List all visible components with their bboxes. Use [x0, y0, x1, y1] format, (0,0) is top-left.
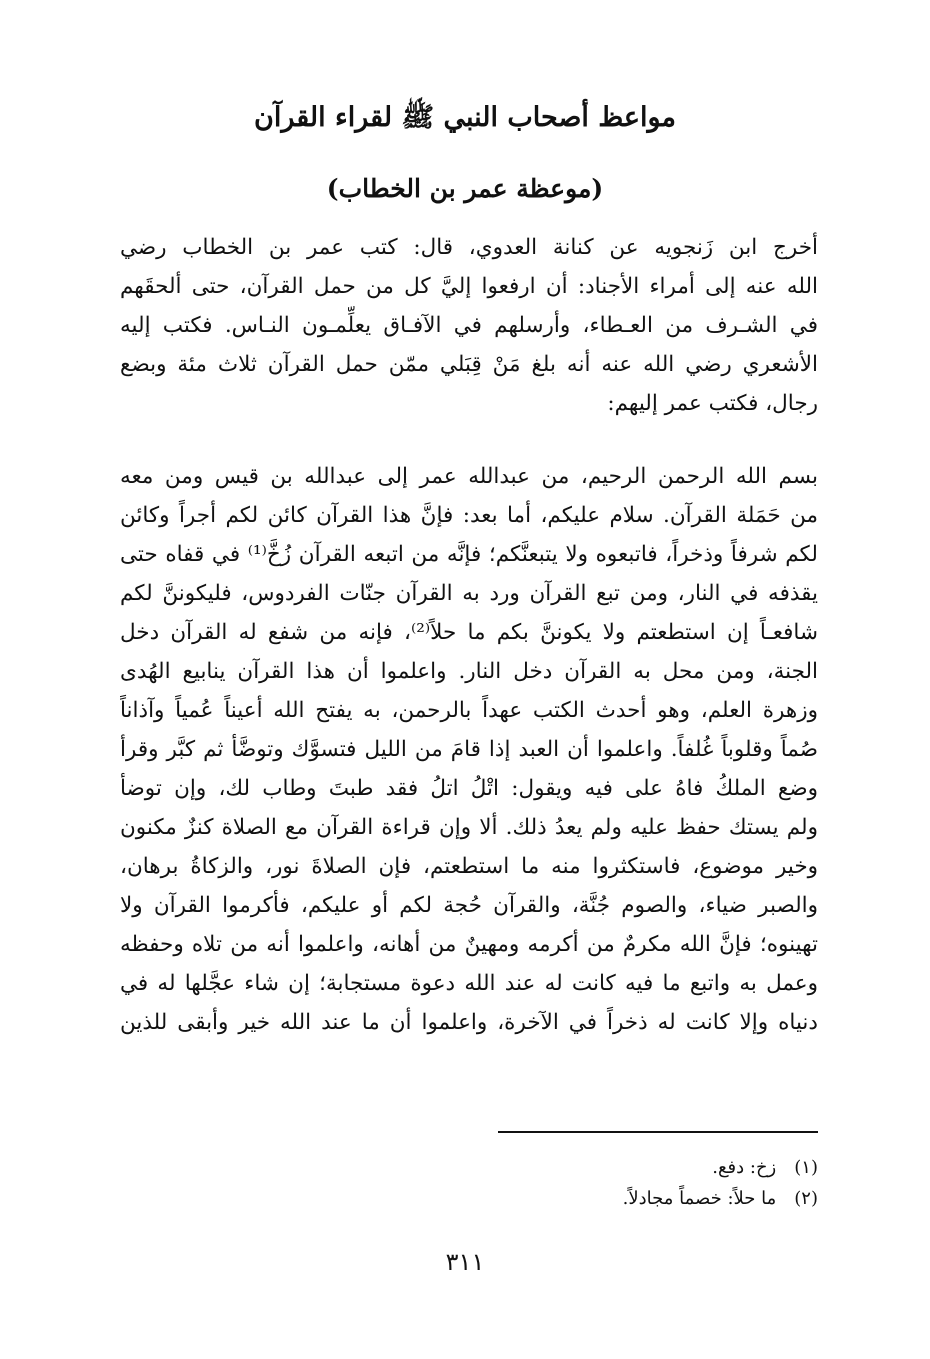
- text-line: رجال، فكتب عمر إليهم:: [607, 391, 818, 416]
- text-line: بسم الله الرحمن الرحيم، من عبدالله عمر إلى عبدالله بن قيس ومن معه: [120, 464, 818, 489]
- text-line: صُماً وقلوباً غُلفاً. واعلموا أن العبد إذا قامَ من الليل فتسوَّك وتوضَّأ ثم كبَّر وقرأ: [120, 737, 818, 762]
- text-line: لكم شرفاً وذخراً، فاتبعوه ولا يتبعنَّكم؛ فإنَّه من اتبعه القرآن زُخَّ⁽¹⁾ في قفاه حتى: [120, 542, 818, 567]
- footnotes: [318, 1152, 818, 1214]
- page-number: ٣١١: [445, 1248, 485, 1276]
- text-line: من حَمَلة القرآن. سلام عليكم، أما بعد: فإنَّ هذا القرآن كائن لكم أجراً وكائن: [120, 503, 818, 528]
- text-line: ولم يستك حفظ عليه ولم يعدُ ذلك. ألا وإن قراءة القرآن مع الصلاة كنزٌ مكنون: [120, 815, 818, 840]
- page-title: مواعظ أصحاب النبي ﷺ لقراء القرآن: [254, 102, 676, 133]
- text-line: في الشـرف من العـطاء، وأرسلهم في الآفـاق يعلِّمـون النـاس. فكتب إليه: [120, 313, 818, 338]
- text-line: وعمل به واتبع ما فيه كانت له عند الله دعوة مستجابة؛ إن شاء عجَّلها له في: [120, 971, 818, 996]
- footnote-1: [318, 1152, 818, 1183]
- text-line: الله عنه إلى أمراء الأجناد: أن ارفعوا إليَّ كل من حمل القرآن، حتى ألحقَهم: [120, 274, 818, 299]
- text-line: شافعـاً إن استطعتم ولا يكوننَّ بكم ما حلاً⁽²⁾، فإنه من شفع له القرآن دخل: [120, 620, 818, 645]
- paragraph-intro: [120, 228, 818, 423]
- footnote-divider: [498, 1131, 818, 1133]
- footnote-number: (٢): [794, 1188, 818, 1209]
- text-line: الأشعري رضي الله عنه أنه بلغ مَنْ قِبَلي ممّن حمل القرآن ثلاث مئة وبضع: [120, 352, 818, 377]
- text-line: دنياه وإلا كانت له ذخراً في الآخرة، واعلموا أن ما عند الله خير وأبقى للذين: [120, 1010, 818, 1035]
- text-line: وخير موضوع، فاستكثروا منه ما استطعتم، فإن الصلاةَ نور، والزكاةُ برهان،: [120, 854, 818, 879]
- section-subtitle: (موعظة عمر بن الخطاب): [326, 174, 604, 203]
- text-line: وزهرة العلم، وهو أحدث الكتب عهداً بالرحمن، به يفتح الله أعيناً عُمياً وآذاناً: [120, 698, 818, 723]
- text-line: الجنة، ومن محل به القرآن دخل النار. واعلموا أن هذا القرآن ينابيع الهُدى: [120, 659, 818, 684]
- text-line: والصبر ضياء، والصوم جُنَّة، والقرآن حُجة لكم أو عليكم، فأكرموا القرآن ولا: [120, 893, 818, 918]
- footnote-text: زخ: دفع.: [712, 1157, 777, 1178]
- text-line: أخرج ابن زَنجويه عن كنانة العدوي، قال: كتب عمر بن الخطاب رضي: [120, 235, 818, 260]
- text-line: وضع الملكُ فاهُ على فيه ويقول: اتْلُ اتلُ فقد طبتَ وطاب لك، وإن توضأ: [120, 776, 818, 801]
- text-line: تهينوه؛ فإنَّ الله مكرمٌ من أكرمه ومهينٌ من أهانه، واعلموا أنه من تلاه وحفظه: [120, 932, 818, 957]
- footnote-number: (١): [794, 1157, 818, 1178]
- footnote-text: ما حلاً: خصماً مجادلاً.: [622, 1188, 777, 1209]
- footnote-2: [318, 1183, 818, 1214]
- text-line: يقذفه في النار، ومن تبع القرآن ورد به القرآن جنّات الفردوس، فليكوننَّ لكم: [120, 581, 818, 606]
- paragraph-letter: [120, 457, 818, 1042]
